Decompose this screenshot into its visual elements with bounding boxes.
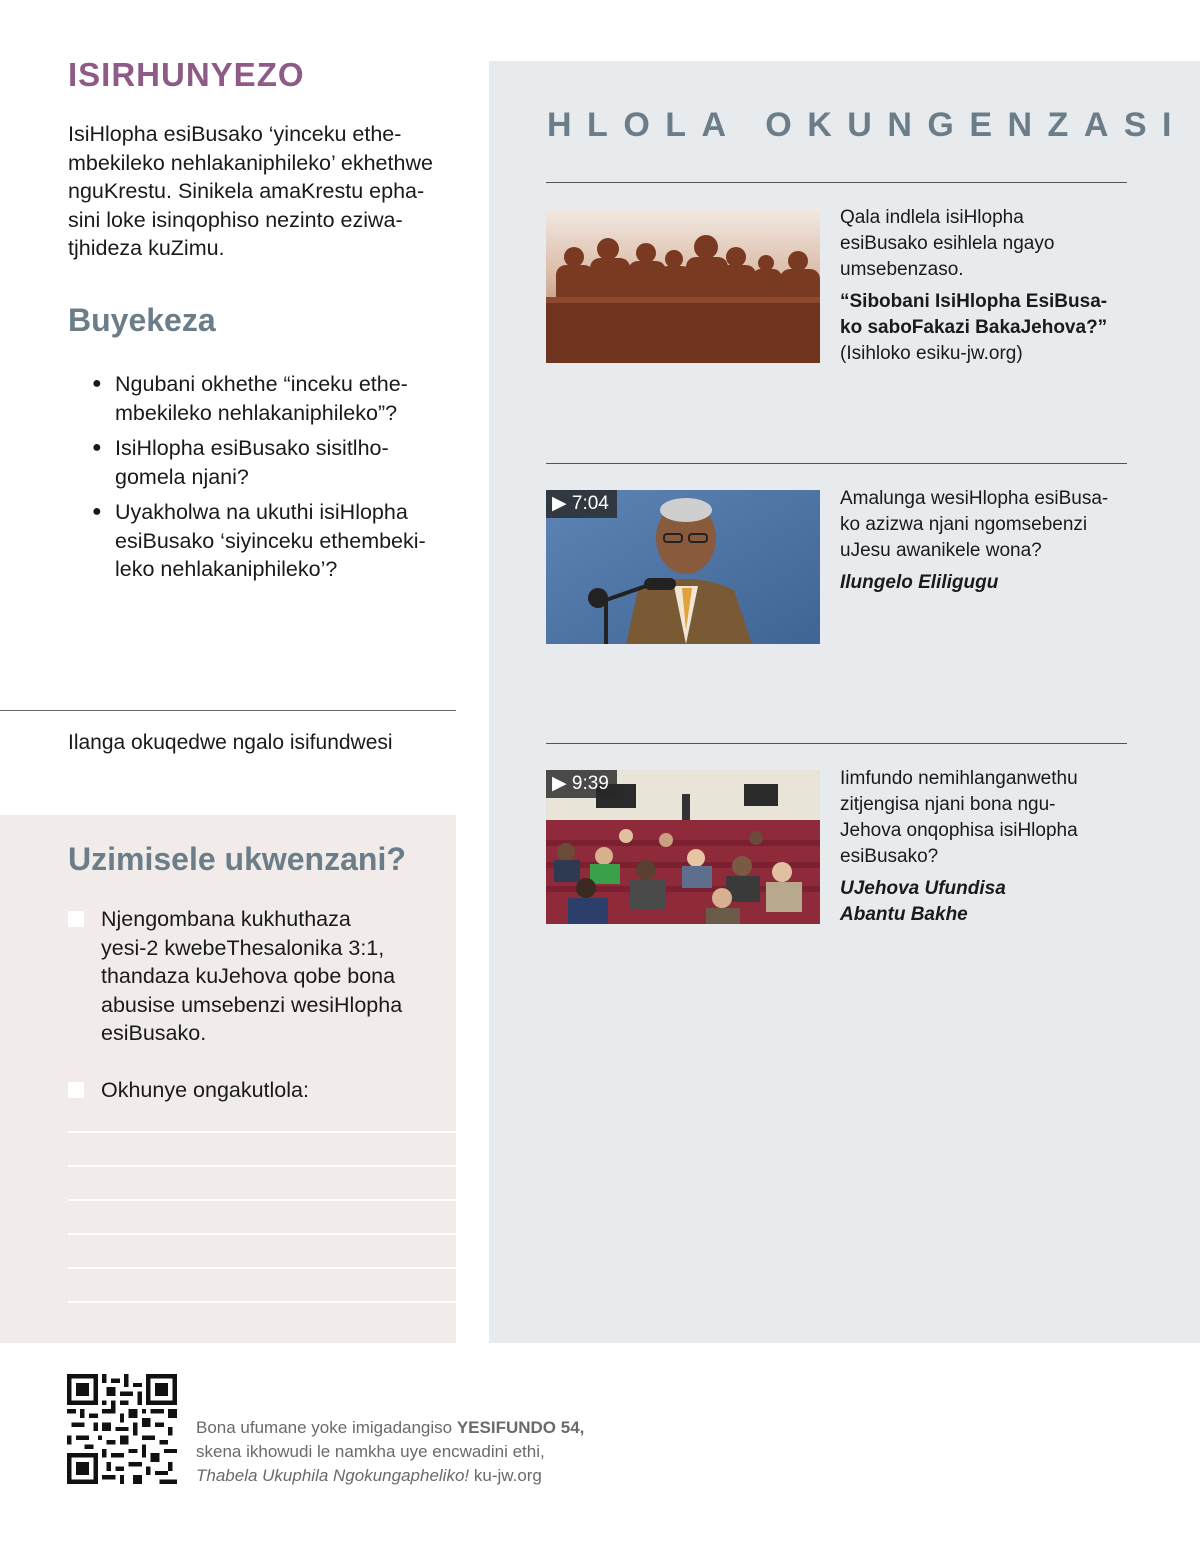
video-thumbnail[interactable] xyxy=(546,490,820,644)
bullet-icon: ● xyxy=(92,439,102,456)
divider xyxy=(0,710,456,711)
bullet-icon: ● xyxy=(92,375,102,392)
goal-checklist-item[interactable]: Njengombana kukhuthaza yesi-2 kwebeThesalonika 3:1, thandaza kuJehova qobe bona abusise umsebenzi wesiHlopha esiBusako. xyxy=(68,905,438,1048)
divider xyxy=(546,182,1127,183)
video-duration-badge: ▶ 7:04 xyxy=(546,490,617,518)
book-title: Thabela Ukuphila Ngokungapheliko! xyxy=(196,1466,470,1485)
checkbox[interactable] xyxy=(68,1082,84,1098)
explore-heading: HLOLA OKUNGENZASI xyxy=(547,106,1188,144)
video-duration-badge: ▶ 9:39 xyxy=(546,770,617,798)
summary-heading: ISIRHUNYEZO xyxy=(68,56,305,93)
governing-body-silhouette-image xyxy=(546,209,820,363)
divider xyxy=(546,463,1127,464)
summary-line: tjhideza kuZimu. xyxy=(68,236,225,260)
article-source: (Isihloko esiku-jw.org) xyxy=(840,343,1023,364)
checkbox[interactable] xyxy=(68,911,84,927)
summary-line: nguKrestu. Sinikela amaKrestu epha- xyxy=(68,179,425,203)
video-thumbnail[interactable] xyxy=(546,770,820,924)
review-question: ● Uyakholwa na ukuthi isiHlopha esiBusako ‘siyinceku ethembeki- leko nehlakaniphileko’? xyxy=(92,500,426,581)
video-description: Amalunga wesiHlopha esiBusa- ko azizwa njani ngomsebenzi uJesu awanikele wona? Ilungelo Eliligugu xyxy=(840,486,1140,596)
summary-line: IsiHlopha esiBusako ‘yinceku ethe- xyxy=(68,122,402,146)
writing-lines[interactable] xyxy=(68,1131,456,1335)
review-question: ● IsiHlopha esiBusako sisitlho- gomela njani? xyxy=(92,436,389,489)
summary-paragraph xyxy=(68,120,458,263)
video-title-link[interactable]: Ilungelo Eliligugu xyxy=(840,572,999,593)
video-description: Iimfundo nemihlanganwethu zitjengisa njani bona ngu- Jehova onqophisa isiHlopha esiBusako? UJehova Ufundisa Abantu Bakhe xyxy=(840,766,1140,928)
goal-panel xyxy=(0,815,456,1343)
bullet-icon: ● xyxy=(92,503,102,520)
divider xyxy=(546,743,1127,744)
website-link[interactable]: ku-jw.org xyxy=(469,1466,542,1485)
review-heading: Buyekeza xyxy=(68,302,216,338)
summary-line: sini loke isinqophiso nezinto eziwa- xyxy=(68,207,403,232)
video-title-link[interactable]: UJehova Ufundisa Abantu Bakhe xyxy=(840,878,1006,925)
goal-checklist-item[interactable]: Okhunye ongakutlola: xyxy=(68,1076,438,1105)
review-question-list xyxy=(90,370,460,591)
footer-note: Bona ufumane yoke imigadangiso YESIFUNDO 54, skena ikhowudi le namkha uye encwadini ethi, Thabela Ukuphila Ngokungapheliko! ku-jw.org xyxy=(196,1418,585,1485)
review-question: ● Ngubani okhethe “inceku ethe- mbekileko nehlakaniphileko”? xyxy=(92,372,408,425)
date-completed-label: Ilanga okuqedwe ngalo isifundwesi xyxy=(68,731,393,754)
article-thumbnail[interactable] xyxy=(546,209,820,363)
summary-line: mbekileko nehlakaniphileko’ ekhethwe xyxy=(68,150,433,175)
qr-code-icon[interactable] xyxy=(67,1374,177,1484)
goal-heading: Uzimisele ukwenzani? xyxy=(68,841,406,877)
article-description: Qala indlela isiHlopha esiBusako esihlela ngayo umsebenzaso. “Sibobani IsiHlopha EsiBusa- ko saboFakazi BakaJehova?” (Isihloko esiku-jw.org) xyxy=(840,205,1140,367)
article-title-link[interactable]: “Sibobani IsiHlopha EsiBusa- ko saboFakazi BakaJehova?” xyxy=(840,291,1108,338)
